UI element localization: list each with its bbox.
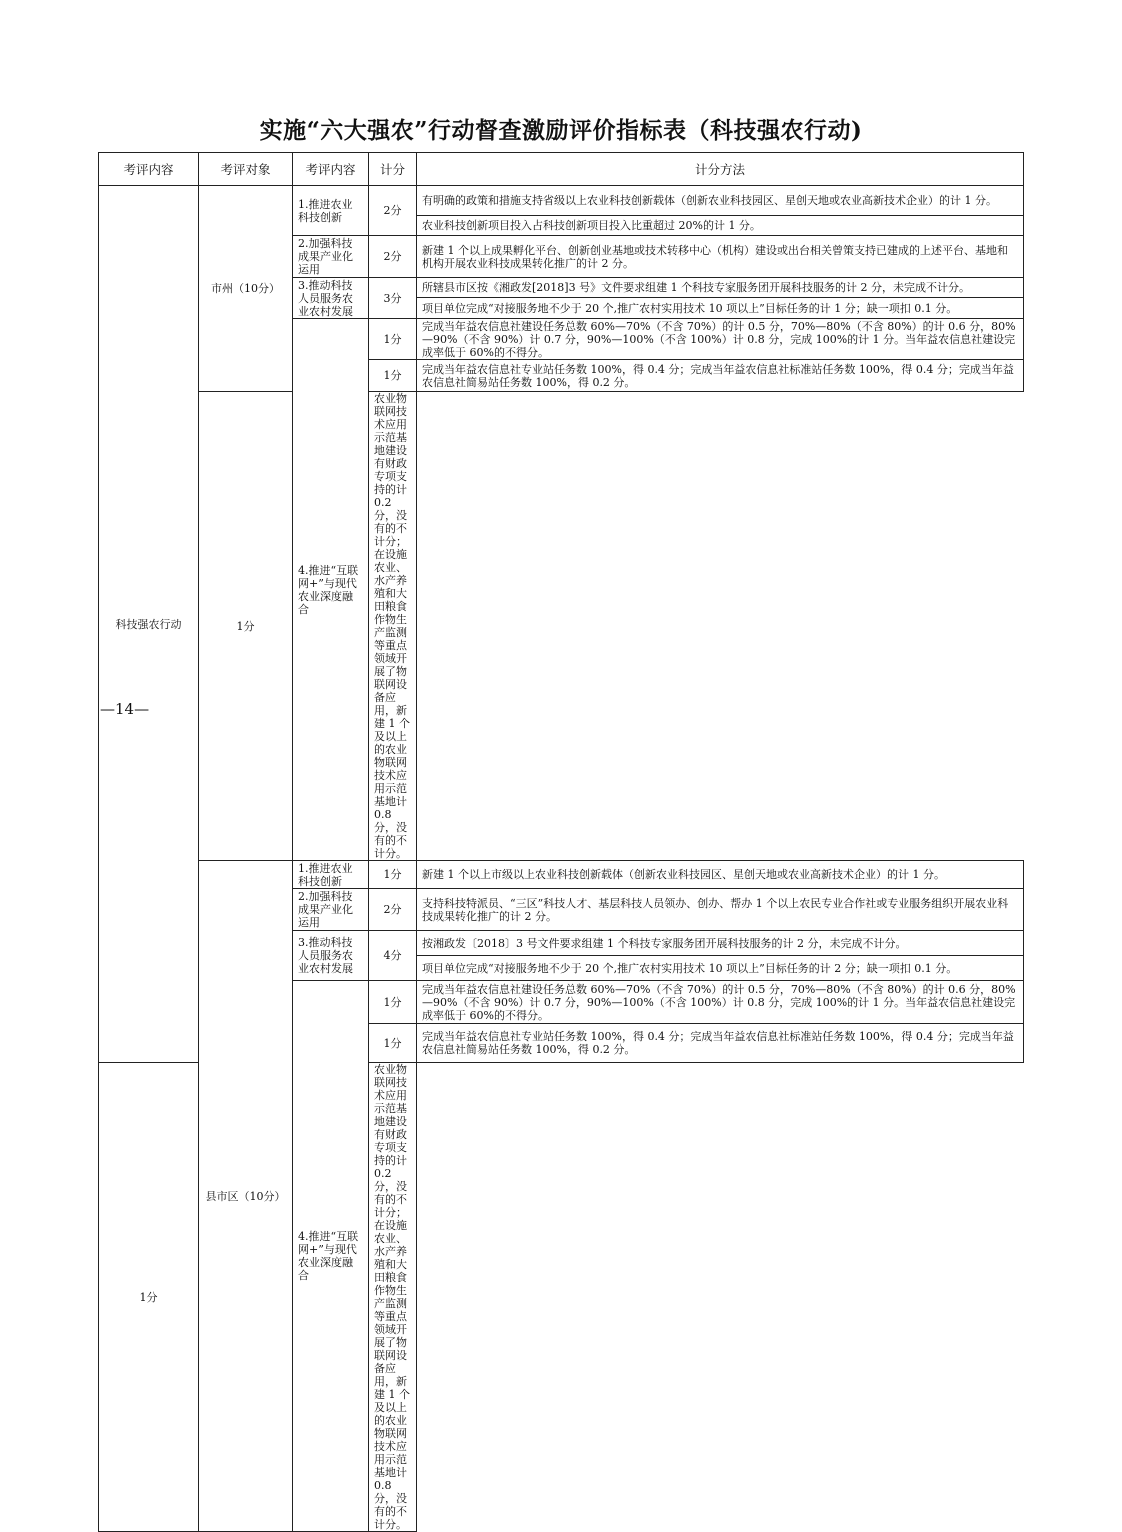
target-cell: 县市区（10分） xyxy=(199,861,293,1532)
score-cell: 3分 xyxy=(369,278,417,319)
item-name-cell: 2.加强科技成果产业化运用 xyxy=(293,236,369,278)
method-cell: 支持科技特派员、“三区”科技人才、基层科技人员领办、创办、帮办 1 个以上农民专业合作社或专业服务组织开展农业科技成果转化推广的计 2 分。 xyxy=(417,889,1024,931)
score-cell: 1分 xyxy=(199,392,293,861)
category-cell: 科技强农行动 xyxy=(99,186,199,1063)
method-cell: 新建 1 个以上市级以上农业科技创新载体（创新农业科技园区、星创天地或农业高新技术企业）的计 1 分。 xyxy=(417,861,1024,889)
method-cell: 项目单位完成“对接服务地不少于 20 个,推广农村实用技术 10 项以上”目标任务的计 2 分；缺一项扣 0.1 分。 xyxy=(417,956,1024,981)
header-cell: 考评对象 xyxy=(199,153,293,186)
item-name-cell: 3.推动科技人员服务农业农村发展 xyxy=(293,278,369,319)
header-cell: 考评内容 xyxy=(99,153,199,186)
target-cell: 市州（10分） xyxy=(199,186,293,392)
score-cell: 2分 xyxy=(369,186,417,236)
score-cell: 4分 xyxy=(369,931,417,981)
page-title: 实施“六大强农”行动督查激励评价指标表（科技强农行动) xyxy=(259,117,863,144)
item-name-cell: 4.推进“互联网+”与现代农业深度融合 xyxy=(293,981,369,1532)
method-cell: 新建 1 个以上成果孵化平台、创新创业基地或技术转移中心（机构）建设或出台相关曾策支持已建成的上述平台、基地和机构开展农业科技成果转化推广的计 2 分。 xyxy=(417,236,1024,278)
header-cell: 考评内容 xyxy=(293,153,369,186)
item-name-cell: 2.加强科技成果产业化运用 xyxy=(293,889,369,931)
method-cell: 完成当年益农信息社专业站任务数 100%，得 0.4 分；完成当年益农信息社标准站任务数 100%，得 0.4 分；完成当年益农信息社简易站任务数 100%，得 0.2 分。 xyxy=(417,360,1024,392)
item-name-cell: 3.推动科技人员服务农业农村发展 xyxy=(293,931,369,981)
table-row xyxy=(99,392,1024,861)
page-number: —14— xyxy=(100,700,150,718)
table-row xyxy=(99,861,1024,889)
method-cell: 所辖县市区按《湘政发[2018]3 号》文件要求组建 1 个科技专家服务团开展科技服务的计 2 分，未完成不计分。 xyxy=(417,278,1024,298)
score-cell: 1分 xyxy=(99,1063,199,1532)
score-cell: 2分 xyxy=(369,889,417,931)
score-cell: 1分 xyxy=(369,319,417,360)
header-row xyxy=(99,153,1024,186)
method-cell: 完成当年益农信息社专业站任务数 100%，得 0.4 分；完成当年益农信息社标准站任务数 100%，得 0.4 分；完成当年益农信息社简易站任务数 100%，得 0.2 分。 xyxy=(417,1024,1024,1063)
item-name-cell: 4.推进“互联网+”与现代农业深度融合 xyxy=(293,319,369,861)
item-name-cell: 1.推进农业科技创新 xyxy=(293,861,369,889)
score-cell: 1分 xyxy=(369,861,417,889)
table-row xyxy=(99,186,1024,216)
method-cell: 按湘政发〔2018〕3 号文件要求组建 1 个科技专家服务团开展科技服务的计 2 分，未完成不计分。 xyxy=(417,931,1024,956)
item-name-cell: 1.推进农业科技创新 xyxy=(293,186,369,236)
method-cell: 项目单位完成“对接服务地不少于 20 个,推广农村实用技术 10 项以上”目标任务的计 1 分；缺一项扣 0.1 分。 xyxy=(417,298,1024,319)
method-cell: 农业科技创新项目投入占科技创新项目投入比重超过 20%的计 1 分。 xyxy=(417,216,1024,236)
method-cell: 农业物联网技术应用示范基地建设有财政专项支持的计 0.2 分，没有的不计分；在设施农业、水产养殖和大田粮食作物生产监测等重点领域开展了物联网设备应用，新建 1 个及以上的农业物联网技术应用示范基地计 0.8 分，没有的不计分。 xyxy=(369,1063,417,1532)
method-cell: 有明确的政策和措施支持省级以上农业科技创新载体（创新农业科技园区、星创天地或农业高新技术企业）的计 1 分。 xyxy=(417,186,1024,216)
method-cell: 农业物联网技术应用示范基地建设有财政专项支持的计 0.2 分，没有的不计分；在设施农业、水产养殖和大田粮食作物生产监测等重点领域开展了物联网设备应用，新建 1 个及以上的农业物联网技术应用示范基地计 0.8 分，没有的不计分。 xyxy=(369,392,417,861)
method-cell: 完成当年益农信息社建设任务总数 60%—70%（不含 70%）的计 0.5 分，70%—80%（不含 80%）的计 0.6 分，80%—90%（不含 90%）计 0.7 分，90%—100%（不含 100%）计 0.8 分，完成 100%的计 1 分。当年益农信息社建设完成率低于 60%的不得分。 xyxy=(417,319,1024,360)
score-cell: 1分 xyxy=(369,1024,417,1063)
header-cell: 计分 xyxy=(369,153,417,186)
score-cell: 1分 xyxy=(369,360,417,392)
score-cell: 2分 xyxy=(369,236,417,278)
method-cell: 完成当年益农信息社建设任务总数 60%—70%（不含 70%）的计 0.5 分，70%—80%（不含 80%）的计 0.6 分，80%—90%（不含 90%）计 0.7 分，90%—100%（不含 100%）计 0.8 分，完成 100%的计 1 分。当年益农信息社建设完成率低于 60%的不得分。 xyxy=(417,981,1024,1024)
evaluation-table xyxy=(98,152,1024,1532)
score-cell: 1分 xyxy=(369,981,417,1024)
header-cell: 计分方法 xyxy=(417,153,1024,186)
